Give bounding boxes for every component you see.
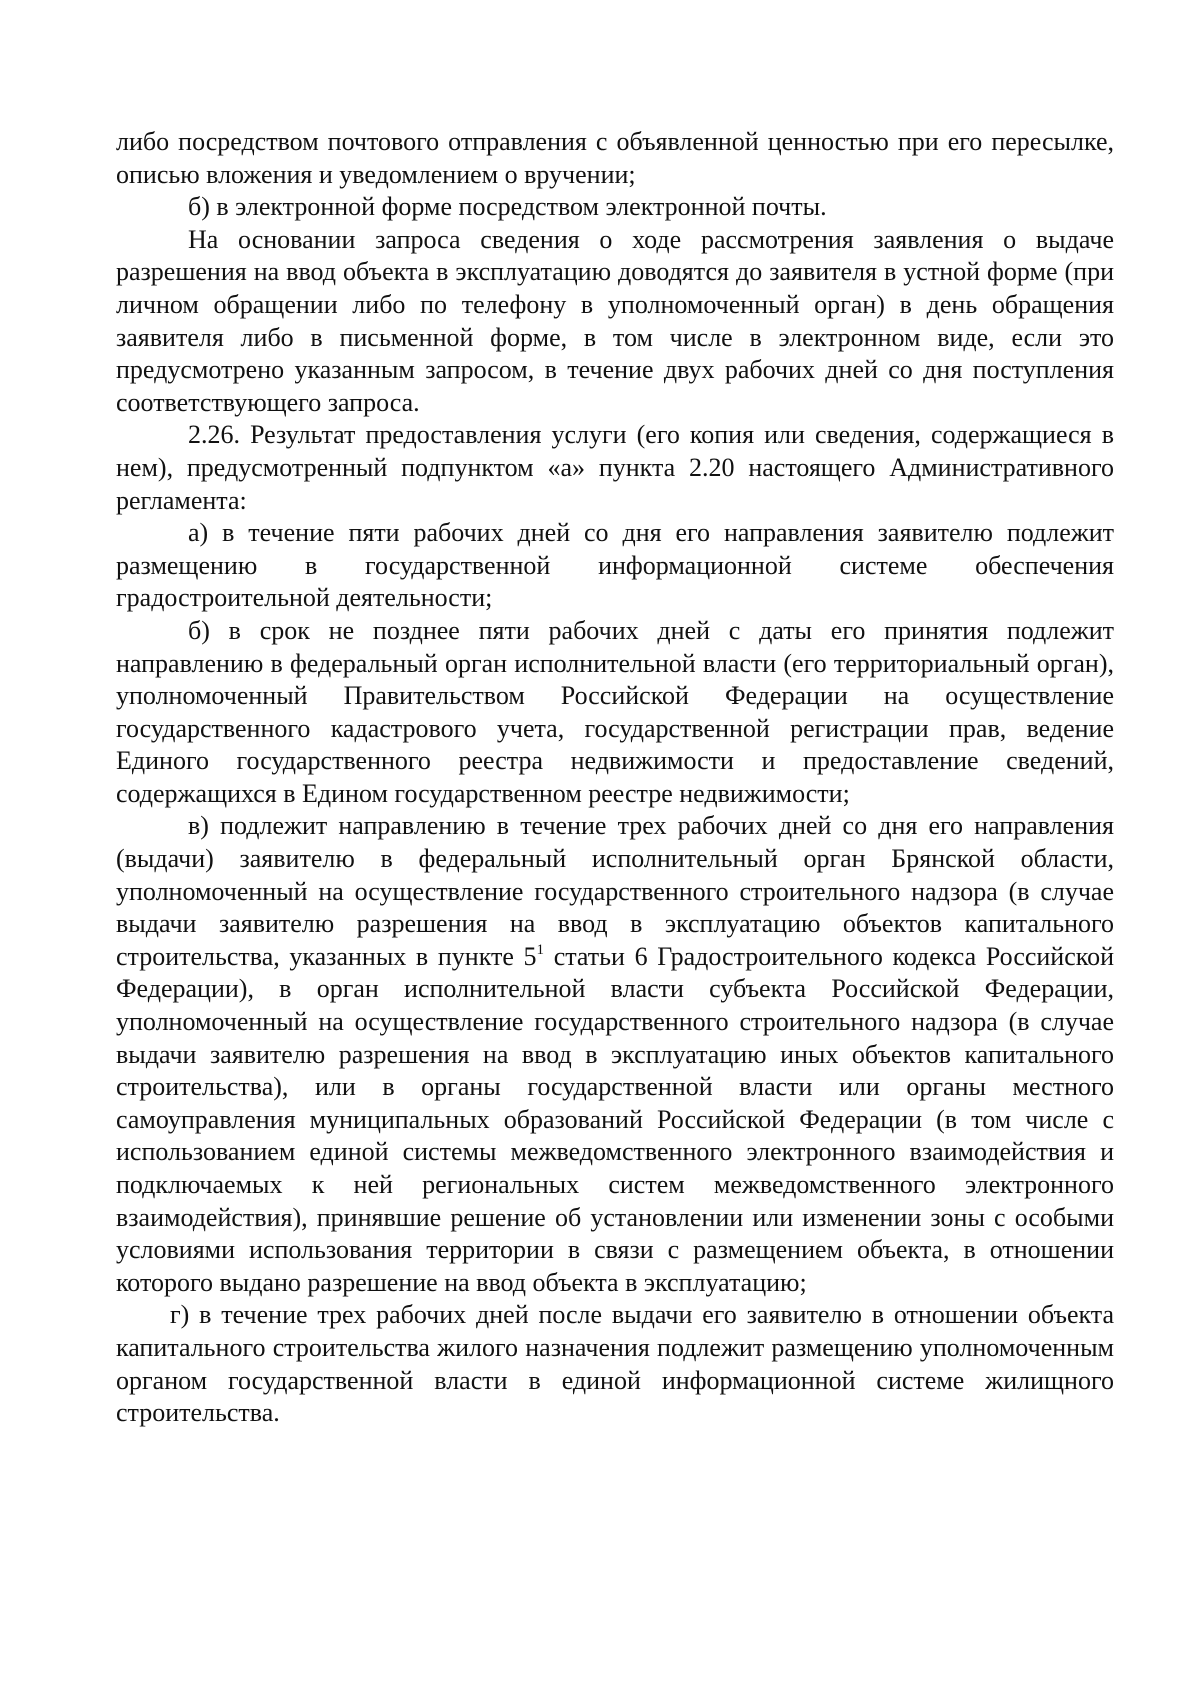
paragraph-v (116, 810, 1114, 1299)
paragraph-2-26: 2.26. Результат предоставления услуги (его копия или сведения, содержащиеся в нем), предусмотренный подпунктом «а» пункта 2.20 настоящего Административного регламента: (116, 420, 1114, 515)
paragraph-g: г) в течение трех рабочих дней после выдачи его заявителю в отношении объекта капитального строительства жилого назначения подлежит размещению уполномоченным органом государственной власти в единой информационной системе жилищного строительства. (116, 1300, 1114, 1428)
paragraph-a: а) в течение пяти рабочих дней со дня его направления заявителю подлежит размещению в государственной информационной системе обеспечения градостроительной деятельности; (116, 518, 1114, 613)
paragraph-v-superscript: 1 (536, 941, 545, 958)
paragraph-postal: либо посредством почтового отправления с объявленной ценностью при его пересылке, описью вложения и уведомлением о вручении; (116, 127, 1114, 189)
paragraph-request-info: На основании запроса сведения о ходе рассмотрения заявления о выдаче разрешения на ввод объекта в эксплуатацию доводятся до заявителя в устной форме (при личном обращении либо по телефону в уполномоченный орган) в день обращения заявителя либо в письменной форме, в том числе в электронном виде, если это предусмотрено указанным запросом, в течение двух рабочих дней со дня поступления соответствующего запроса. (116, 224, 1114, 417)
paragraph-v-text-after: статьи 6 Градостроительного кодекса Российской Федерации), в орган исполнительной власти субъекта Российской Федерации, уполномоченный на осуществление государственного строительного надзора (в случае выдачи заявителю разрешения на ввод в эксплуатацию иных объектов капитального строительства), или в органы государственной власти или органы местного самоуправления муниципальных образований Российской Федерации (в том числе с использованием единой системы межведомственного электронного взаимодействия и подключаемых к ней региональных систем межведомственного электронного взаимодействия), принявшие решение об установлении или изменении зоны с особыми условиями использования территории в связи с размещением объекта, в отношении которого выдано разрешение на ввод объекта в эксплуатацию; (116, 941, 1114, 1297)
paragraph-v-text-before: в) подлежит направлению в течение трех рабочих дней со дня его направления (выдачи) заявителю в федеральный исполнительный орган Брянской области, уполномоченный на осуществление государственного строительного надзора (в случае выдачи заявителю разрешения на ввод в эксплуатацию объектов капитального строительства, указанных в пункте 5 (116, 811, 1114, 971)
document-body (116, 126, 1114, 1430)
paragraph-b-email: б) в электронной форме посредством электронной почты. (188, 192, 827, 222)
paragraph-b: б) в срок не позднее пяти рабочих дней с даты его принятия подлежит направлению в федеральный орган исполнительной власти (его территориальный орган), уполномоченный Правительством Российской Федерации на осуществление государственного кадастрового учета, государственной регистрации прав, ведение Единого государственного реестра недвижимости и предоставление сведений, содержащихся в Едином государственном реестре недвижимости; (116, 615, 1114, 808)
